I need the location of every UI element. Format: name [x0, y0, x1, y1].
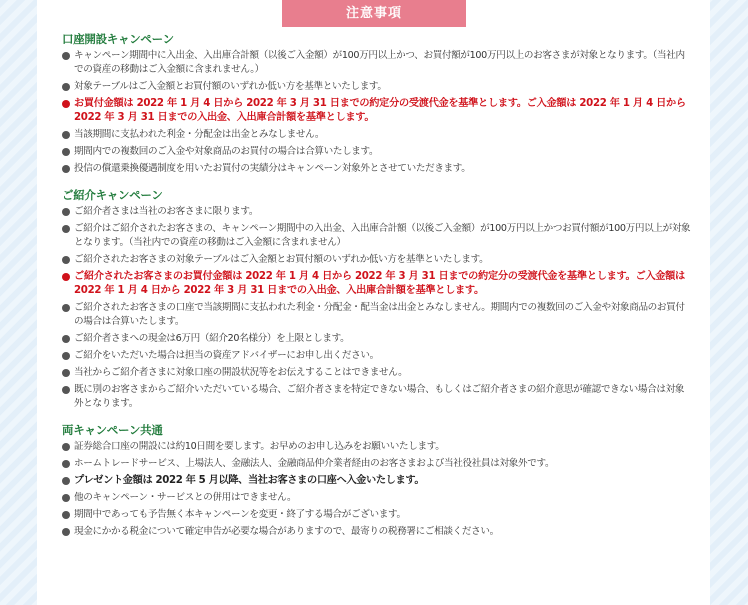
list-item: ホームトレードサービス、上場法人、金融法人、金融商品仲介業者経由のお客さまおよび当社役社員は対象外です。: [62, 457, 692, 471]
bullet-icon: [62, 256, 70, 264]
bullet-icon: [62, 52, 70, 60]
list-item: ご紹介されたお客さまの対象テーブルはご入金額とお買付額のいずれか低い方を基準といたします。: [62, 253, 692, 267]
bullet-icon: [62, 443, 70, 451]
notice-title: 注意事項: [282, 0, 466, 27]
list-item: 他のキャンペーン・サービスとの併用はできません。: [62, 491, 692, 505]
notice-content: [62, 32, 692, 542]
bullet-icon: [62, 83, 70, 91]
list-item: ご紹介されたお客さまの口座で当該期間に支払われた利金・分配金・配当金は出金とみなしません。期間内での複数回のご入金や対象商品のお買付の場合は合算いたします。: [62, 301, 692, 329]
bullet-icon: [62, 477, 70, 485]
list-item: 当該期間に支払われた利金・分配金は出金とみなしません。: [62, 128, 692, 142]
bullet-icon: [62, 165, 70, 173]
list-item: ご紹介をいただいた場合は担当の資産アドバイザーにお申し出ください。: [62, 349, 692, 363]
bullet-icon: [62, 335, 70, 343]
list-item-emphasis: お買付金額は 2022 年 1 月 4 日から 2022 年 3 月 31 日までの約定分の受渡代金を基準とします。ご入金額は 2022 年 1 月 4 日から 2022 年 3 月 31 日までの入出金、入出庫合計額を基準とします。: [62, 97, 692, 125]
bullet-icon: [62, 528, 70, 536]
bullet-icon: [62, 369, 70, 377]
section-common: [62, 423, 692, 539]
section-title: ご紹介キャンペーン: [62, 188, 163, 202]
list-item-emphasis: プレゼント金額は 2022 年 5 月以降、当社お客さまの口座へ入金いたします。: [62, 474, 692, 488]
section-referral: [62, 188, 692, 411]
bullet-icon: [62, 352, 70, 360]
bullet-icon: [62, 304, 70, 312]
list-item: 期間内での複数回のご入金や対象商品のお買付の場合は合算いたします。: [62, 145, 692, 159]
list-item: ご紹介者さまは当社のお客さまに限ります。: [62, 205, 692, 219]
list-item: 当社からご紹介者さまに対象口座の開設状況等をお伝えすることはできません。: [62, 366, 692, 380]
list-item-emphasis: ご紹介されたお客さまのお買付金額は 2022 年 1 月 4 日から 2022 年 3 月 31 日までの約定分の受渡代金を基準とします。ご入金額は 2022 年 1 月 4 日から 2022 年 3 月 31 日までの入出金、入出庫合計額を基準とします。: [62, 270, 692, 298]
list-item: 既に別のお客さまからご紹介いただいている場合、ご紹介者さまを特定できない場合、もしくはご紹介者さまの紹介意思が確認できない場合は対象外となります。: [62, 383, 692, 411]
section-account-opening: [62, 32, 692, 176]
list-item: 期間中であっても予告無く本キャンペーンを変更・終了する場合がございます。: [62, 508, 692, 522]
list-item: ご紹介はご紹介されたお客さまの、キャンペーン期間中の入出金、入出庫合計額（以後ご入金額）が100万円以上かつお買付額が100万円以上が対象となります。（当社内での資産の移動はご入金額に含まれません）: [62, 222, 692, 250]
bullet-icon: [62, 225, 70, 233]
item-list: [62, 49, 692, 176]
bullet-icon: [62, 131, 70, 139]
list-item: 対象テーブルはご入金額とお買付額のいずれか低い方を基準といたします。: [62, 80, 692, 94]
list-item: 投信の償還乗換優遇制度を用いたお買付の実績分はキャンペーン対象外とさせていただきます。: [62, 162, 692, 176]
bullet-icon: [62, 148, 70, 156]
bullet-icon: [62, 460, 70, 468]
bullet-icon: [62, 100, 70, 108]
bullet-icon: [62, 511, 70, 519]
section-title: 口座開設キャンペーン: [62, 32, 174, 46]
list-item: 現金にかかる税金について確定申告が必要な場合がありますので、最寄りの税務署にご相談ください。: [62, 525, 692, 539]
bullet-icon: [62, 494, 70, 502]
bullet-icon: [62, 386, 70, 394]
item-list: [62, 440, 692, 539]
list-item: キャンペーン期間中に入出金、入出庫合計額（以後ご入金額）が100万円以上かつ、お買付額が100万円以上のお客さまが対象となります。（当社内での資産の移動はご入金額に含まれません。）: [62, 49, 692, 77]
list-item: ご紹介者さまへの現金は6万円（紹介20名様分）を上限とします。: [62, 332, 692, 346]
list-item: 証券総合口座の開設には約10日間を要します。お早めのお申し込みをお願いいたします。: [62, 440, 692, 454]
bullet-icon: [62, 273, 70, 281]
bullet-icon: [62, 208, 70, 216]
section-title: 両キャンペーン共通: [62, 423, 163, 437]
item-list: [62, 205, 692, 411]
